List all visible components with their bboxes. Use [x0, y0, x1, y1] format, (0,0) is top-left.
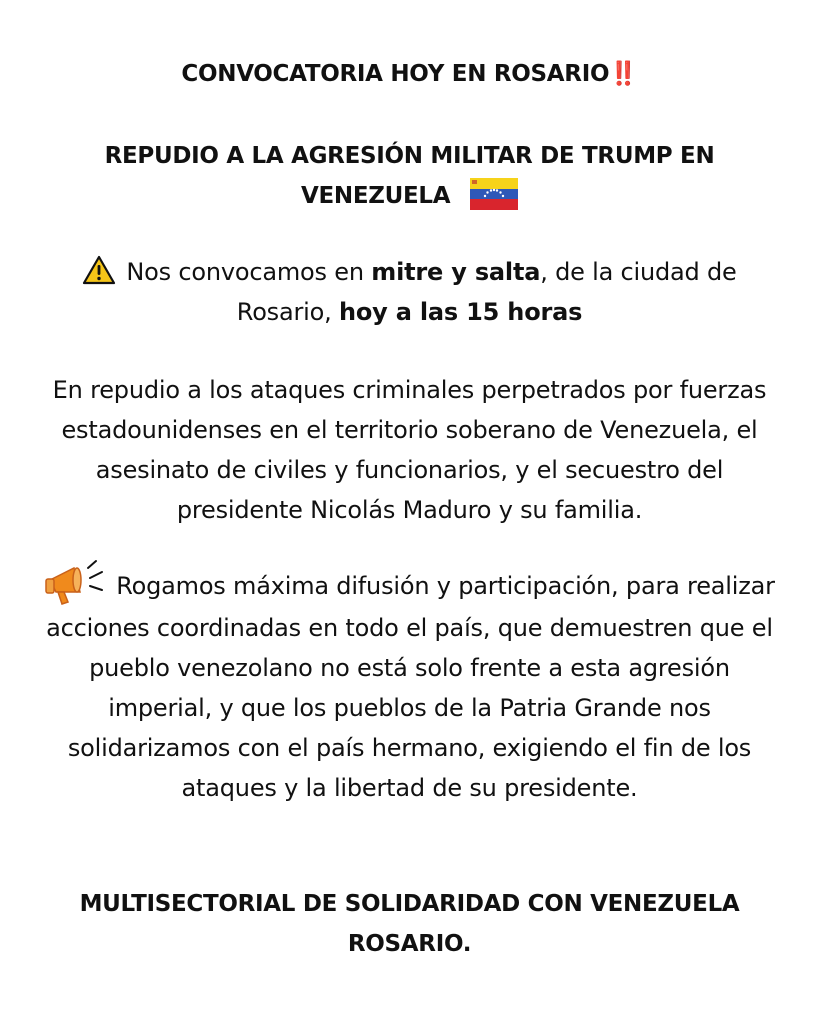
- meeting-location: mitre y salta: [371, 258, 541, 286]
- subheadline: [0, 136, 819, 216]
- signature-text: MULTISECTORIAL DE SOLIDARIDAD CON VENEZUELA ROSARIO.: [79, 891, 740, 957]
- headline-text: CONVOCATORIA HOY EN ROSARIO: [181, 61, 610, 87]
- megaphone-icon: [44, 558, 108, 608]
- headline: [0, 54, 819, 94]
- call-to-action-paragraph: [0, 566, 819, 808]
- meeting-text-2: , de la ciudad de Rosario,: [236, 258, 737, 326]
- signature: [0, 884, 819, 964]
- subheadline-text: REPUDIO A LA AGRESIÓN MILITAR DE TRUMP EN VENEZUELA: [104, 143, 715, 209]
- meeting-paragraph: [0, 252, 819, 332]
- repudiation-text: En repudio a los ataques criminales perpetrados por fuerzas estadounidenses en el territorio soberano de Venezuela, el asesinato de civiles y funcionarios, y el secuestro del presidente Nicolás Maduro y su familia.: [52, 376, 767, 524]
- call-to-action-text: Rogamos máxima difusión y participación, para realizar acciones coordinadas en todo el país, que demuestren que el pueblo venezolano no está solo frente a esta agresión imperial, y que los pueblos de la Patria Grande nos solidarizamos con el país hermano, exigiendo el fin de los ataques y la libertad de su presidente.: [46, 572, 775, 802]
- repudiation-paragraph: [0, 370, 819, 530]
- meeting-text-1: Nos convocamos en: [126, 258, 372, 286]
- venezuela-flag-icon: [470, 178, 518, 210]
- meeting-time: hoy a las 15 horas: [338, 298, 583, 326]
- warning-icon: [82, 255, 116, 285]
- double-exclamation-icon: ‼️: [609, 61, 638, 87]
